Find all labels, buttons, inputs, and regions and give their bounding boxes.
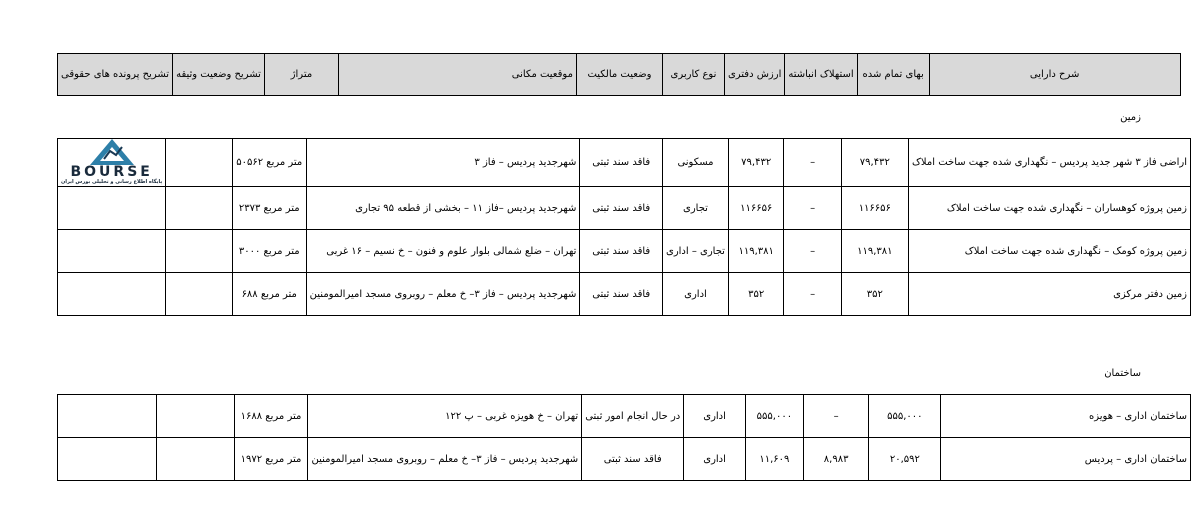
table-row	[58, 273, 1191, 316]
header-desc: شرح دارایی	[929, 54, 1180, 96]
deed-cell	[166, 230, 233, 273]
depreciation-cell: –	[784, 187, 841, 230]
desc-cell: زمین پروژه کوهساران – نگهداری شده جهت ساخت املاک	[908, 187, 1190, 230]
ownership-cell: فاقد سند ثبتی	[580, 230, 663, 273]
desc-cell: ساختمان اداری – پردیس	[941, 438, 1191, 481]
location-cell: تهران – ضلع شمالی بلوار علوم و فنون – خ نسیم – ۱۶ غربی	[306, 230, 580, 273]
table-row	[58, 187, 1191, 230]
legal-cell	[58, 273, 166, 316]
section-land-label: زمین	[1120, 112, 1141, 123]
deed-cell	[166, 187, 233, 230]
usage-cell: تجاری – اداری	[663, 230, 729, 273]
depreciation-cell: –	[784, 230, 841, 273]
area-cell: متر مربع ۲۳۷۳	[232, 187, 306, 230]
desc-cell: ساختمان اداری – هویزه	[941, 395, 1191, 438]
header-book-value: ارزش دفتری	[724, 54, 784, 96]
area-cell: متر مربع ۶۸۸	[232, 273, 306, 316]
table-row	[58, 230, 1191, 273]
header-deed: تشریح وضعیت وثیقه	[173, 54, 265, 96]
ownership-cell: فاقد سند ثبتی	[580, 187, 663, 230]
depreciation-cell: ۸,۹۸۳	[803, 438, 869, 481]
desc-cell: اراضی فاز ۳ شهر جدید پردیس – نگهداری شده جهت ساخت املاک	[908, 139, 1190, 187]
bourse-logo	[61, 139, 162, 186]
area-cell: متر مربع ۱۶۸۸	[234, 395, 308, 438]
legal-cell	[58, 139, 166, 187]
cost-cell: ۷۹,۴۳۲	[841, 139, 908, 187]
ownership-cell: فاقد سند ثبتی	[582, 438, 684, 481]
location-cell: شهرجدید پردیس – فاز ۳	[306, 139, 580, 187]
legal-cell	[58, 438, 157, 481]
logo-word: BOURSE	[70, 164, 153, 180]
location-cell: شهرجدید پردیس – فاز ۳– خ معلم – روبروی مسجد امیرالمومنین	[306, 273, 580, 316]
usage-cell: اداری	[684, 438, 746, 481]
assets-header-table	[57, 53, 1181, 96]
usage-cell: تجاری	[663, 187, 729, 230]
desc-cell: زمین دفتر مرکزی	[908, 273, 1190, 316]
cost-cell: ۵۵۵,۰۰۰	[869, 395, 941, 438]
deed-cell	[157, 395, 234, 438]
header-usage: نوع کاربری	[662, 54, 724, 96]
depreciation-cell: –	[803, 395, 869, 438]
bourse-logo-icon	[90, 139, 134, 165]
desc-cell: زمین پروژه کومک – نگهداری شده جهت ساخت املاک	[908, 230, 1190, 273]
header-cost: بهای تمام شده	[857, 54, 929, 96]
depreciation-cell: –	[784, 273, 841, 316]
location-cell: شهرجدید پردیس –فاز ۱۱ – بخشی از قطعه ۹۵ تجاری	[306, 187, 580, 230]
depreciation-cell: –	[784, 139, 841, 187]
legal-cell	[58, 230, 166, 273]
area-cell: متر مربع ۱۹۷۲	[234, 438, 308, 481]
book-value-cell: ۳۵۲	[728, 273, 783, 316]
location-cell: تهران – خ هویزه غربی – پ ۱۲۲	[308, 395, 582, 438]
location-cell: شهرجدید پردیس – فاز ۳– خ معلم – روبروی مسجد امیرالمومنین	[308, 438, 582, 481]
cost-cell: ۲۰,۵۹۲	[869, 438, 941, 481]
book-value-cell: ۱۱,۶۰۹	[745, 438, 803, 481]
land-table	[57, 138, 1191, 316]
logo-subtitle: پایگاه اطلاع رسانی و تحلیلی بورس ایران	[61, 179, 163, 185]
legal-cell	[58, 187, 166, 230]
header-ownership: وضعیت مالکیت	[576, 54, 662, 96]
cost-cell: ۱۱۶۶۵۶	[841, 187, 908, 230]
book-value-cell: ۱۱۹,۳۸۱	[728, 230, 783, 273]
section-building-label: ساختمان	[1104, 368, 1141, 379]
header-depreciation: استهلاک انباشته	[785, 54, 857, 96]
ownership-cell: فاقد سند ثبتی	[580, 273, 663, 316]
table-row	[58, 139, 1191, 187]
usage-cell: اداری	[684, 395, 746, 438]
header-legal: تشریح پرونده های حقوقی	[58, 54, 173, 96]
ownership-cell: در حال انجام امور ثبتی	[582, 395, 684, 438]
legal-cell	[58, 395, 157, 438]
table-row	[58, 395, 1191, 438]
usage-cell: اداری	[663, 273, 729, 316]
header-area: متراژ	[264, 54, 338, 96]
deed-cell	[166, 139, 233, 187]
book-value-cell: ۵۵۵,۰۰۰	[745, 395, 803, 438]
deed-cell	[166, 273, 233, 316]
header-location: موقعیت مکانی	[338, 54, 576, 96]
header-row	[58, 54, 1181, 96]
book-value-cell: ۷۹,۴۳۲	[728, 139, 783, 187]
cost-cell: ۳۵۲	[841, 273, 908, 316]
deed-cell	[157, 438, 234, 481]
cost-cell: ۱۱۹,۳۸۱	[841, 230, 908, 273]
area-cell: متر مربع ۳۰۰۰	[232, 230, 306, 273]
table-row	[58, 438, 1191, 481]
area-cell: متر مربع ۵۰۵۶۲	[232, 139, 306, 187]
building-table	[57, 394, 1191, 481]
book-value-cell: ۱۱۶۶۵۶	[728, 187, 783, 230]
usage-cell: مسکونی	[663, 139, 729, 187]
ownership-cell: فاقد سند ثبتی	[580, 139, 663, 187]
